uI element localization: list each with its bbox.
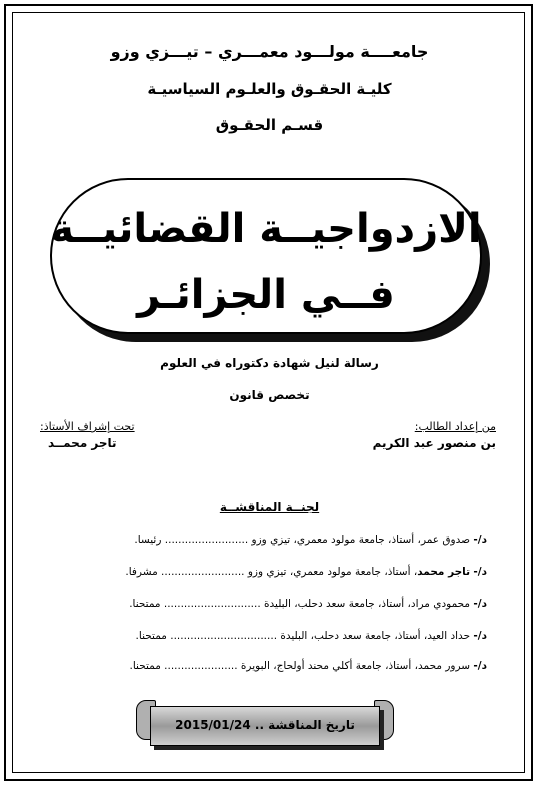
committee-heading: لجنــة المناقشــة (219, 500, 320, 514)
thesis-title-line2: فــي الجزائـر (137, 272, 395, 318)
member-details: ، أستاذ، جامعة مولود معمري، تيزي وزو ......................... رئيسا. (134, 534, 421, 546)
department-name: قسـم الحقـوق (215, 116, 324, 134)
committee-member (125, 566, 487, 578)
committee-member (129, 598, 487, 610)
defense-date: تاريخ المناقشة .. 2015/01/24 (175, 718, 355, 732)
member-prefix: د/- (473, 598, 487, 610)
thesis-type: رسالة لنيل شهادة دكتوراه في العلوم (160, 356, 379, 370)
specialty: تخصص قانون (229, 388, 310, 402)
supervisor-name: تاجر محمــد (48, 436, 117, 450)
faculty-name: كليـة الحقـوق والعلـوم السياسيـة (147, 80, 392, 98)
member-prefix: د/- (473, 534, 487, 546)
member-name: حداد العيد (427, 630, 471, 642)
committee-member (129, 660, 487, 672)
member-name: تاجر محمد (417, 566, 471, 578)
member-name: صدوق عمر (420, 534, 471, 546)
committee-member (134, 534, 487, 546)
member-details: ، أستاذ، جامعة سعد دحلب، البليدة ............................. ممتحنا. (129, 598, 411, 610)
member-details: ، أستاذ، جامعة أكلي محند أولحاج، البويرة ...................... ممتحنا. (129, 660, 418, 672)
member-name: سرور محمد (418, 660, 471, 672)
member-details: ، أستاذ، جامعة سعد دحلب، البليدة ................................ ممتحنا. (135, 630, 428, 642)
member-prefix: د/- (473, 566, 487, 578)
thesis-title-line1: الازدواجيــة القضائيــة (50, 206, 482, 252)
member-prefix: د/- (473, 660, 487, 672)
member-details: ، أستاذ، جامعة مولود معمري، تيزي وزو ......................... مشرفا. (125, 566, 418, 578)
student-name: بن منصور عبد الكريم (372, 436, 496, 450)
member-name: محمودي مراد (410, 598, 471, 610)
supervised-by-label: تحت إشراف الأستاذ: (40, 420, 135, 433)
member-prefix: د/- (473, 630, 487, 642)
committee-member (136, 630, 487, 642)
university-name: جامعــــة مولـــود معمـــري – تيـــزي وزو (110, 42, 429, 61)
prepared-by-label: من إعداد الطالب: (414, 420, 496, 433)
